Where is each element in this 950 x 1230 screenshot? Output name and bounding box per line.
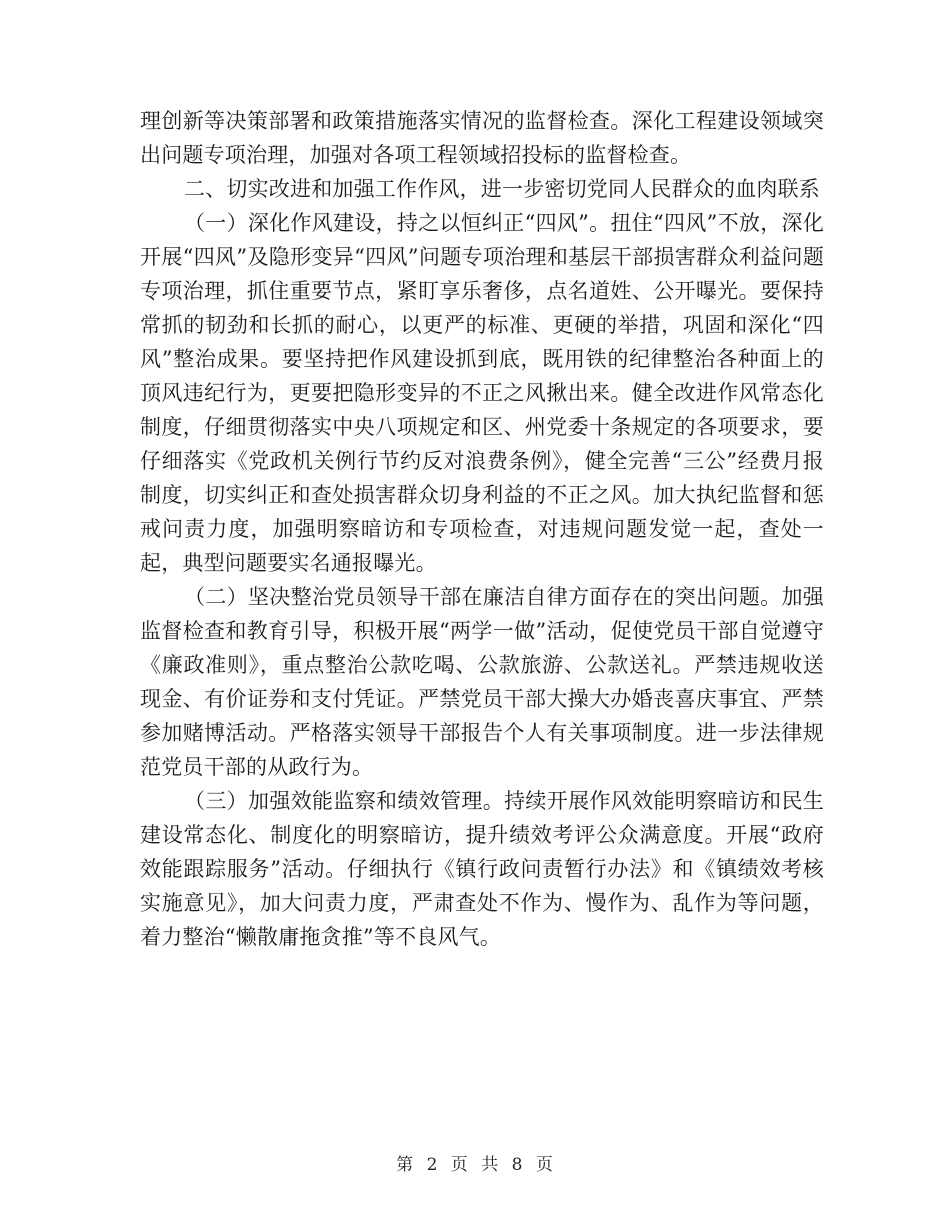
footer-page-word: 页 [450,1155,469,1175]
footer-total-word: 共 [481,1155,500,1175]
paragraph-subsection-1: （一）深化作风建设，持之以恒纠正“四风”。扭住“四风”不放，深化开展“四风”及隐形变异“四风”问题专项治理和基层干部损害群众利益问题专项治理，抓住重要节点，紧盯享乐奢侈，点名道姓、公开曝光。要保持常抓的韧劲和长抓的耐心，以更严的标准、更硬的举措，巩固和深化“四风”整治成果。要坚持把作风建设抓到底，既用铁的纪律整治各种面上的顶风违纪行为，更要把隐形变异的不正之风揪出来。健全改进作风常态化制度，仔细贯彻落实中央八项规定和区、州党委十条规定的各项要求，要仔细落实《党政机关例行节约反对浪费条例》，健全完善“三公”经费月报制度，切实纠正和查处损害群众切身利益的不正之风。加大执纪监督和惩戒问责力度，加强明察暗访和专项检查，对违规问题发觉一起，查处一起，典型问题要实名通报曝光。 [140,211,824,575]
footer-total-pages: 8 [511,1155,524,1175]
footer-suffix: 页 [535,1155,554,1175]
paragraph-subsection-2: （二）坚决整治党员领导干部在廉洁自律方面存在的突出问题。加强监督检查和教育引导，积极开展“两学一做”活动，促使党员干部自觉遵守《廉政准则》，重点整治公款吃喝、公款旅游、公款送礼。严禁违规收送现金、有价证券和支付凭证。严禁党员干部大操大办婚丧喜庆事宜、严禁参加赌博活动。严格落实领导干部报告个人有关事项制度。进一步法律规范党员干部的从政行为。 [140,585,824,779]
paragraph-continuation: 理创新等决策部署和政策措施落实情况的监督检查。深化工程建设领域突出问题专项治理，加强对各项工程领域招投标的监督检查。 [140,109,824,167]
paragraph-subsection-3: （三）加强效能监察和绩效管理。持续开展作风效能明察暗访和民生建设常态化、制度化的明察暗访，提升绩效考评公众满意度。开展“政府效能跟踪服务”活动。仔细执行《镇行政问责暂行办法》和《镇绩效考核实施意见》，加大问责力度，严肃查处不作为、慢作为、乱作为等问题，着力整治“懒散庸拖贪推”等不良风气。 [140,789,824,949]
section-heading-2: 二、切实改进和加强工作作风，进一步密切党同人民群众的血肉联系 [184,177,820,201]
document-body [140,104,824,954]
page-footer [0,1150,950,1175]
footer-prefix: 第 [396,1155,415,1175]
footer-current-page: 2 [426,1155,439,1175]
